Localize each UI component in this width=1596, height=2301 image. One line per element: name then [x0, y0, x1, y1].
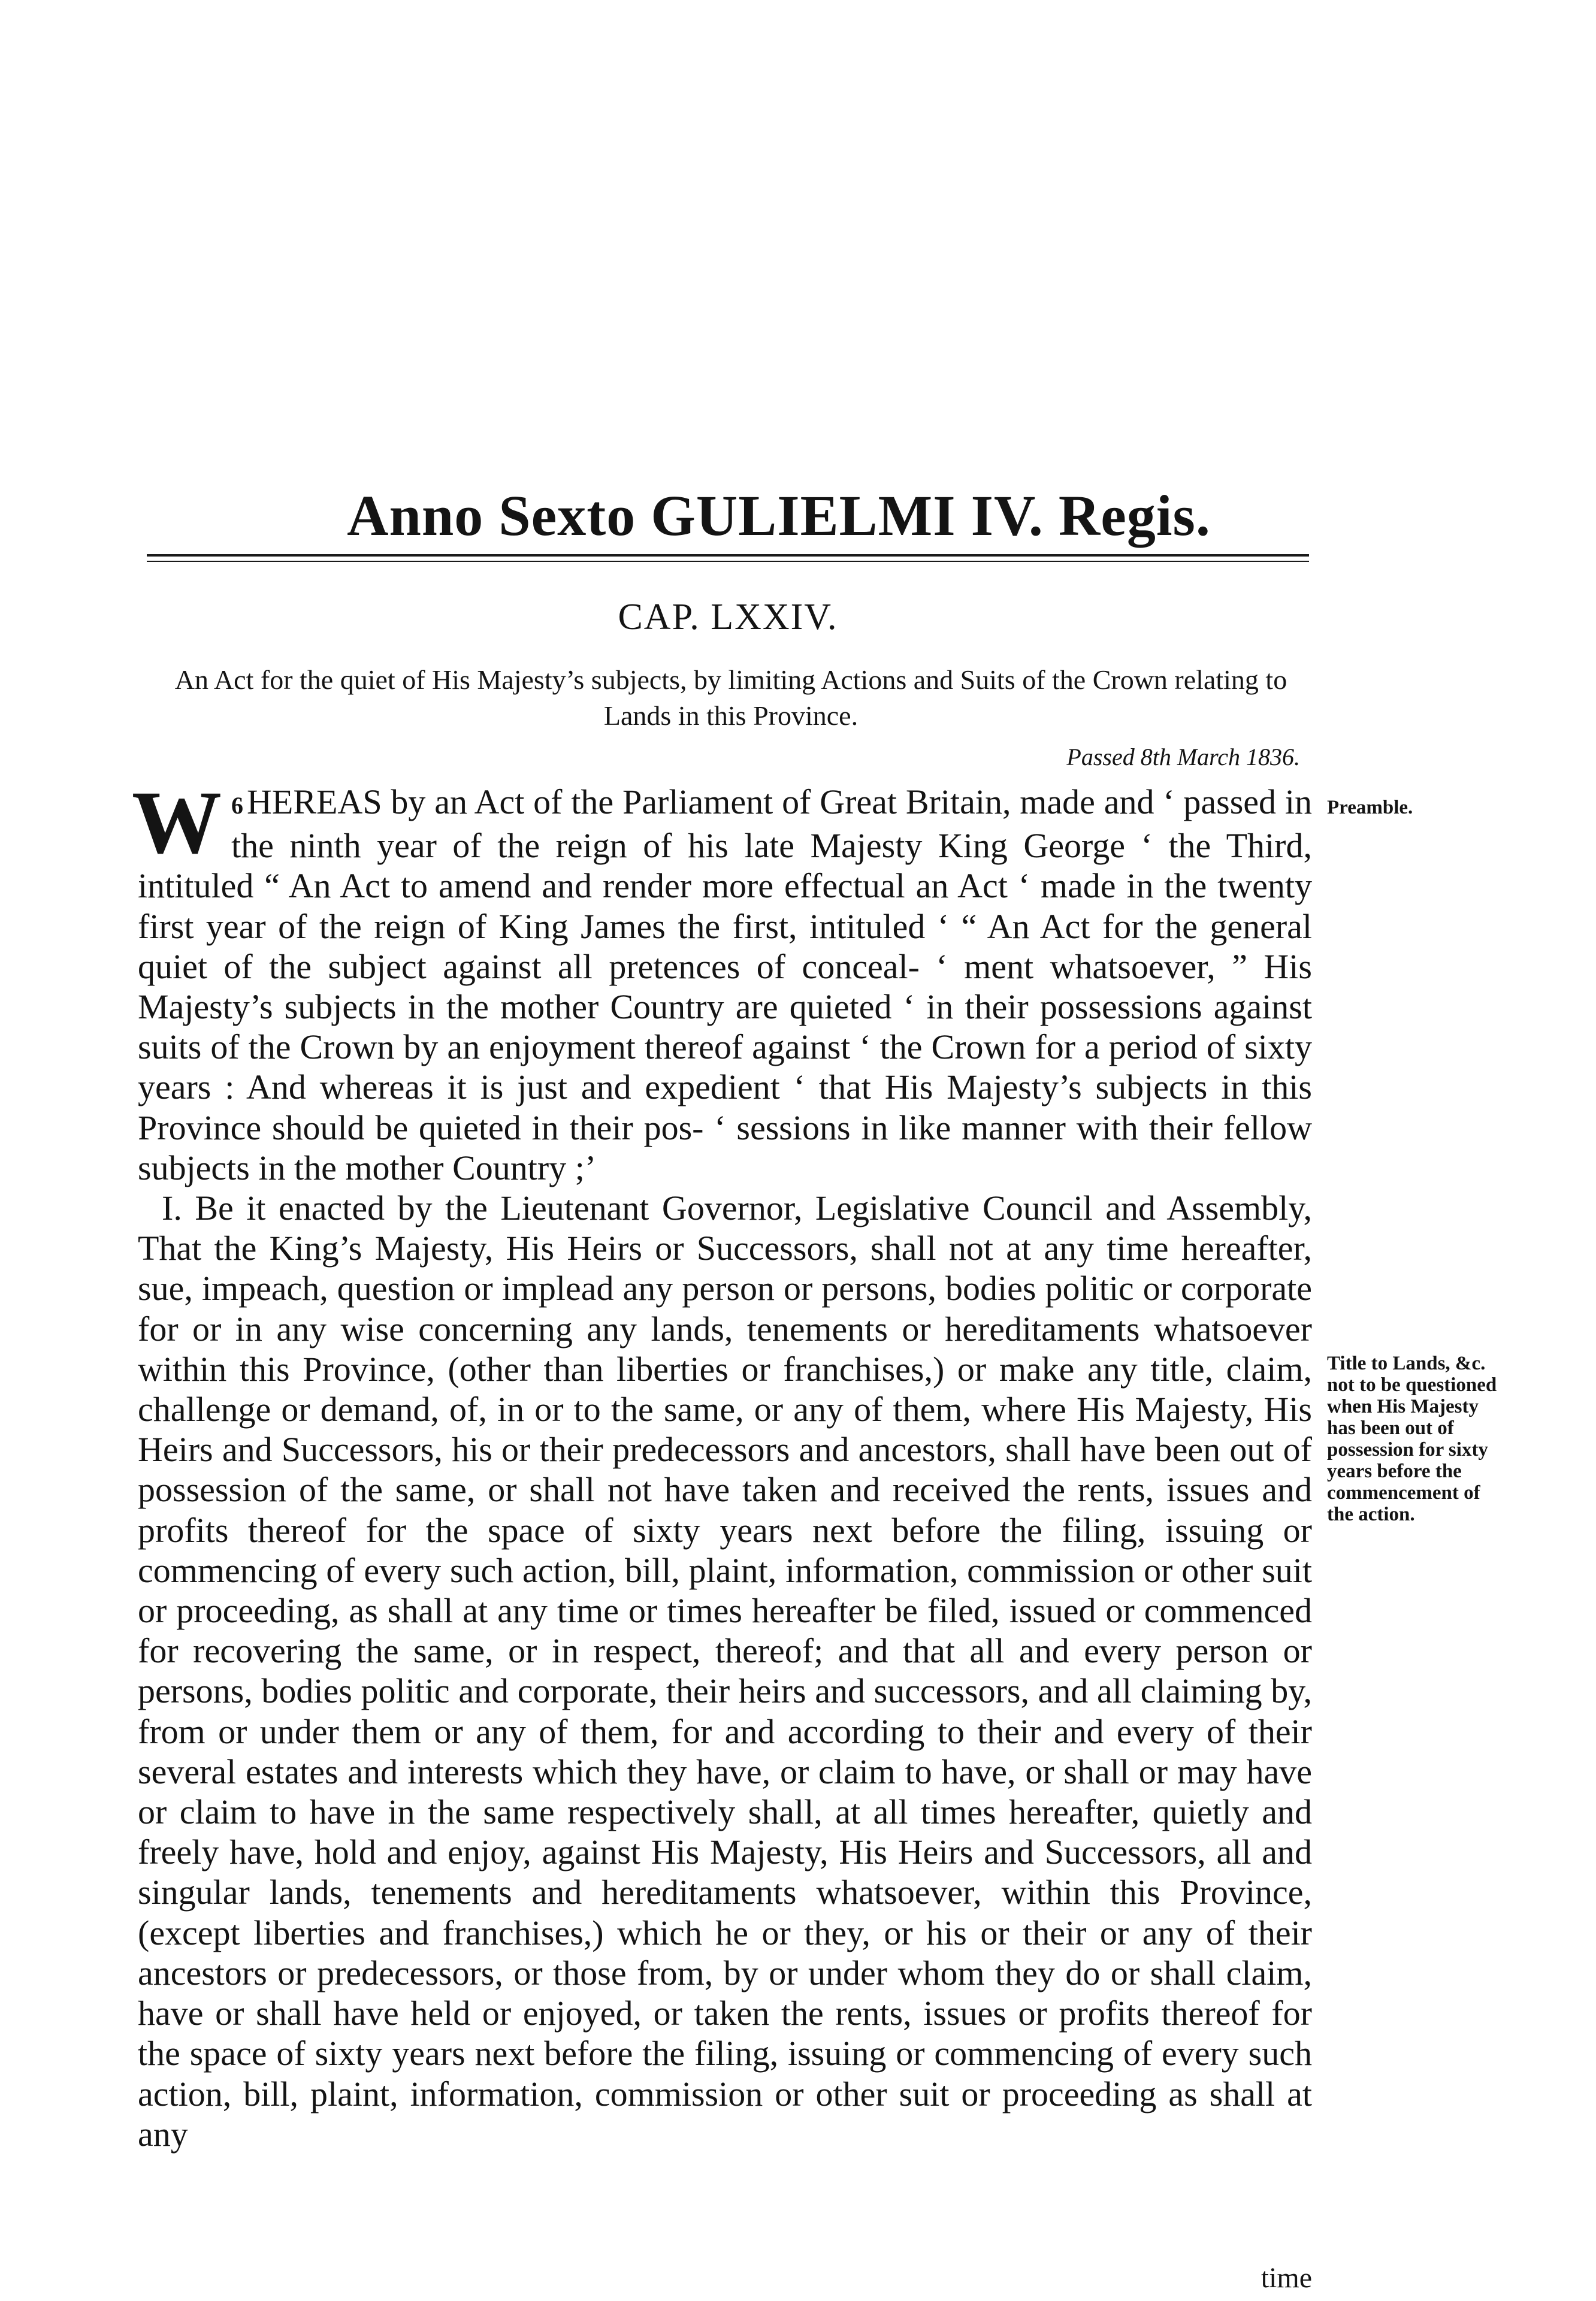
chapter-number: CAP. LXXIV. — [618, 597, 838, 637]
section-1-text: I. Be it enacted by the Lieutenant Governor, Legislative Council and Assembly, That the King’s Majesty, His Heirs or Successors, shall not at any time hereafter, sue, impeach, question or implead any person or persons, bodies politic or corporate for or in any wise concerning any lands, tenements or hereditaments whatsoever within this Province, (other than liberties or franchises,) or make any title, claim, challenge or demand, of, in or to the same, or any of them, where His Majesty, His Heirs and Successors, his or their predecessors and ancestors, shall have been out of possession of the same, or shall not have taken and received the rents, issues and profits thereof for the space of sixty years next before the filing, issuing or commencing of every such action, bill, plaint, information, commission or other suit or proceeding, as shall at any time or times hereafter be filed, issued or commenced for recovering the same, or in respect, thereof; and that all and every person or persons, bodies politic and corporate, their heirs and successors, and all claiming by, from or under them or any of them, for and according to their and every of their several estates and interests which they have, or claim to have, or shall or may have or claim to have in the same respectively shall, at all times hereafter, quietly and freely have, hold and enjoy, against His Majesty, His Heirs and Successors, all and singular lands, tenements and hereditaments whatsoever, within this Province, (except liberties and franchises,) which he or they, or his or their or any of their ancestors or predecessors, or those from, by or under whom they do or shall claim, have or shall have held or enjoyed, or taken the rents, issues or profits thereof for the space of sixty years next before the filing, issuing or commencing of every such action, bill, plaint, information, commission or other suit or proceeding as shall at any — [138, 1189, 1312, 2154]
section-1-paragraph — [138, 1188, 1312, 2154]
marginal-note-section-1: Title to Lands, &c. not to be questioned when His Majesty has been out of possession for sixty years before the commencement of the action. — [1327, 1353, 1497, 1525]
running-title: Anno Sexto GULIELMI IV. Regis. — [347, 483, 1211, 548]
drop-cap: W — [132, 773, 222, 872]
folio-number: 6 — [231, 792, 243, 819]
passed-date: Passed 8th March 1836. — [1066, 743, 1300, 770]
preamble-text: HEREAS by an Act of the Parliament of Great Britain, made and ‘ passed in the ninth year of the reign of his late Majesty King George ‘ the Third, intituled “ An Act to amend and render more effectual an Act ‘ made in the twenty first year of the reign of King James the first, intituled ‘ “ An Act for the general quiet of the subject against all pretences of conceal- ‘ ment whatsoever, ” His Majesty’s subjects in the mother Country are quieted ‘ in their possessions against suits of the Crown by an enjoyment thereof against ‘ the Crown for a period of sixty years : And whereas it is just and expedient ‘ that His Majesty’s subjects in this Province should be quieted in their pos- ‘ sessions in like manner with their fellow subjects in the mother Country ;’ — [138, 782, 1312, 1187]
act-title: An Act for the quiet of His Majesty’s subjects, by limiting Actions and Suits of the Crown relating to Lands in this Province. — [174, 664, 1287, 731]
catchword: time — [1261, 2262, 1312, 2294]
header-rule-thin — [147, 561, 1309, 562]
marginal-note-preamble: Preamble. — [1327, 797, 1413, 818]
act-body — [132, 773, 1312, 2154]
header-rule-thick — [147, 554, 1309, 557]
preamble-paragraph — [132, 773, 1312, 1188]
